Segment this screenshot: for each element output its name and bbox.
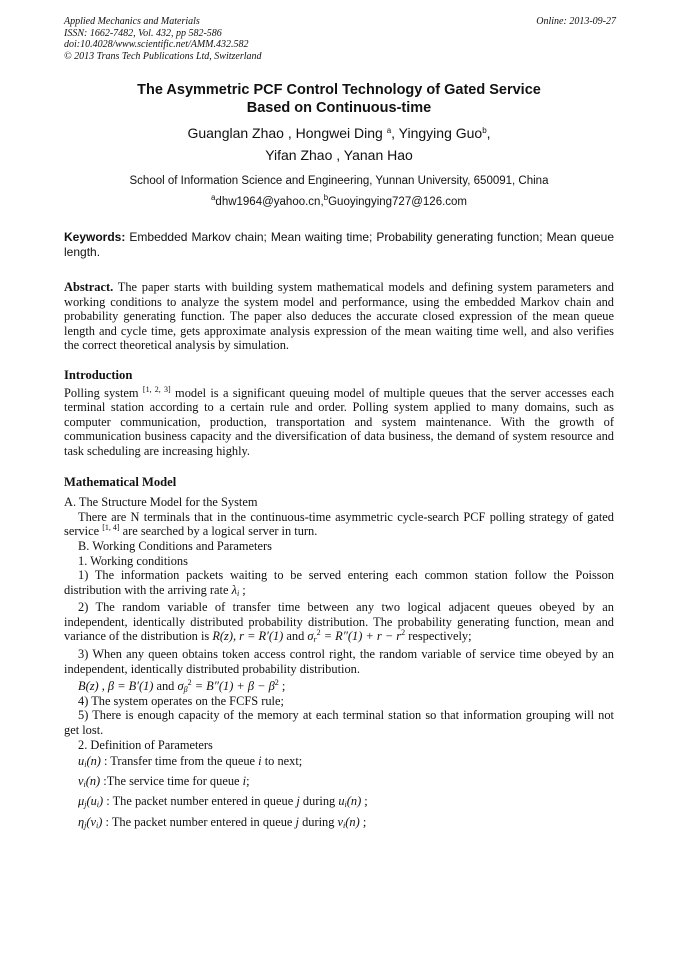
math: u — [338, 794, 345, 809]
text: : The packet number entered in queue — [103, 794, 297, 809]
math: β — [183, 685, 188, 695]
math-model-heading: Mathematical Model — [64, 474, 177, 489]
math: (n) — [345, 815, 360, 829]
author-text: , Yingying Guo — [391, 125, 483, 141]
math: (n) — [86, 754, 101, 769]
email-mark-b: b — [323, 193, 329, 202]
math: (n) — [85, 773, 101, 788]
text: are searched by a logical server in turn. — [119, 524, 318, 539]
math: ) — [98, 815, 103, 829]
introduction-heading: Introduction — [64, 367, 133, 382]
math: σ — [307, 629, 314, 644]
text: : Transfer time from the queue — [100, 754, 259, 769]
text: 2) The random variable of transfer time between any two logical adjacent queues obeyed by an independent, identically distributed probability distribution. The probability generating function, mean and variance of the distribution is — [64, 600, 614, 644]
citation: [1, 4] — [102, 523, 120, 533]
definition-1 — [64, 754, 614, 769]
condition-4: 4) The system operates on the FCFS rule; — [78, 693, 284, 708]
text: ; — [359, 815, 367, 829]
definition-2 — [64, 774, 614, 789]
math: ) — [99, 794, 104, 809]
email-b: Guoyingying727@126.com — [328, 196, 468, 208]
condition-2: 2) The random variable of transfer time between any two logical adjacent queues obeyed by an independent, identically distributed probability distribution. The probability generating function, mean and variance of the distribution is R(z), r = R′(1) and $\sigma_r^2 = R''(1) + r - r^2$ respectively; — [64, 600, 614, 645]
title-line-1: The Asymmetric PCF Control Technology of Gated Service — [137, 82, 541, 98]
math: i — [83, 779, 86, 789]
text: model is a significant queuing model of multiple queues that the server accesses each terminal station according to a certain rule and order. Polling system applied to many domains, such as computer communication, production, transportation and system maintenance. With the growth of communication business capacity and the diversification of data business, the demand of system resource and task scheduling are increasing highly. — [64, 385, 615, 458]
text: 3) When any queen obtains token access control right, the random variable of service time obeyed by an independent, identically distributed probability distribution. — [64, 647, 614, 676]
journal-header — [64, 16, 262, 62]
math: 2 — [401, 628, 406, 638]
math: μ — [78, 794, 85, 809]
text: to next; — [261, 754, 303, 769]
author-mark-a: a — [386, 126, 392, 135]
affiliation: School of Information Science and Engineering, Yunnan University, 650091, China — [129, 175, 549, 187]
math: j — [84, 821, 87, 830]
math: j — [84, 800, 87, 810]
text: 1) The information packets waiting to be served entering each common station follow the Poisson distribution with the arriving rate — [64, 568, 614, 597]
abstract — [64, 280, 614, 353]
math: (n) — [346, 794, 362, 809]
math: v — [78, 773, 84, 788]
math: i — [96, 800, 100, 810]
introduction-paragraph — [64, 386, 614, 459]
text: during — [299, 794, 339, 809]
math: i — [236, 588, 240, 598]
text: : The packet number entered in queue — [102, 815, 296, 829]
keywords — [64, 230, 614, 260]
math: (u — [86, 794, 97, 809]
math: i — [344, 800, 347, 810]
text: ; — [239, 582, 246, 597]
definition-4 — [64, 815, 614, 830]
citation: [1, 2, 3] — [142, 384, 171, 394]
math: = B″(1) + β − β — [191, 679, 275, 694]
math: i — [258, 754, 262, 769]
math: R(z) — [212, 629, 233, 644]
text: respectively; — [405, 629, 472, 644]
section-b-heading: B. Working Conditions and Parameters — [78, 538, 272, 553]
working-conditions-heading: 1. Working conditions — [78, 553, 188, 568]
author-text: Guanglan Zhao , Hongwei Ding — [187, 125, 387, 141]
math: 2 — [274, 678, 279, 688]
math: (v — [86, 815, 97, 829]
main-body — [64, 280, 614, 830]
journal-doi: doi:10.4028/www.scientific.net/AMM.432.582 — [64, 39, 249, 51]
condition-3-formula — [64, 679, 614, 694]
math: r — [313, 635, 317, 645]
condition-5: 5) There is enough capacity of the memory at each terminal station so that information grouping will not get lost. — [64, 708, 614, 738]
condition-1 — [64, 568, 614, 597]
math: i — [96, 821, 99, 830]
paper-title — [64, 82, 614, 117]
keywords-text: Embedded Markov chain; Mean waiting time; Probability generating function; Mean queue length. — [64, 230, 614, 259]
author-emails — [64, 193, 614, 208]
authors-line-1 — [64, 122, 614, 144]
math: u — [78, 754, 85, 769]
text: and — [153, 679, 178, 694]
keywords-label: Keywords: — [64, 230, 126, 244]
math: = R″(1) + r − r — [320, 629, 402, 644]
journal-issn: ISSN: 1662-7482, Vol. 432, pp 582-586 — [64, 27, 222, 39]
authors-line-2: Yifan Zhao , Yanan Hao — [265, 147, 413, 163]
math: η — [78, 815, 85, 829]
definition-heading: 2. Definition of Parameters — [78, 737, 213, 752]
text: ; — [278, 679, 286, 694]
text: during — [299, 815, 338, 829]
abstract-text: The paper starts with building system mathematical models and defining system parameters and working conditions to analyze the system model and performance, using the embedded Markov chain and probability generating function. The paper also deduces the accurate closed expression of the mean queue length and cycle time, gets approximate analysis expression of the mean waiting time well, and also verifies the correct theoretical analysis by simulation. — [64, 280, 614, 353]
math: v — [337, 815, 344, 829]
text: ; — [246, 773, 250, 788]
math: σ — [177, 679, 184, 694]
journal-copyright: © 2013 Trans Tech Publications Ltd, Switzerland — [64, 50, 262, 62]
online-date: Online: 2013-09-27 — [536, 16, 616, 27]
math: r = R′(1) — [239, 629, 284, 644]
section-a-heading: A. The Structure Model for the System — [64, 495, 258, 510]
text: :The service time for queue — [100, 773, 243, 788]
text: Polling system — [64, 385, 143, 400]
math: i — [343, 821, 346, 830]
math: B(z) , β = B′(1) — [78, 679, 154, 694]
text: There are N terminals that in the continuous-time asymmetric cycle-search PCF polling strategy of gated service — [64, 509, 614, 539]
text: ; — [361, 794, 368, 809]
text: and — [283, 629, 308, 644]
math: i — [84, 760, 87, 770]
abstract-label: Abstract. — [64, 280, 114, 294]
definition-3 — [64, 794, 614, 809]
journal-name: Applied Mechanics and Materials — [64, 16, 200, 27]
math: j — [296, 794, 300, 809]
author-mark-b: b — [482, 126, 487, 135]
author-text: , — [486, 125, 491, 141]
math: 2 — [316, 628, 321, 638]
math: i — [242, 773, 247, 788]
email-mark-a: a — [210, 193, 216, 202]
math: λ — [231, 582, 237, 597]
section-a-paragraph — [64, 510, 614, 539]
email-a: dhw1964@yahoo.cn, — [215, 196, 324, 208]
authors — [64, 122, 614, 166]
title-line-2: Based on Continuous-time — [246, 99, 432, 116]
math: 2 — [187, 678, 192, 688]
math: j — [295, 815, 299, 829]
condition-3 — [64, 647, 614, 676]
